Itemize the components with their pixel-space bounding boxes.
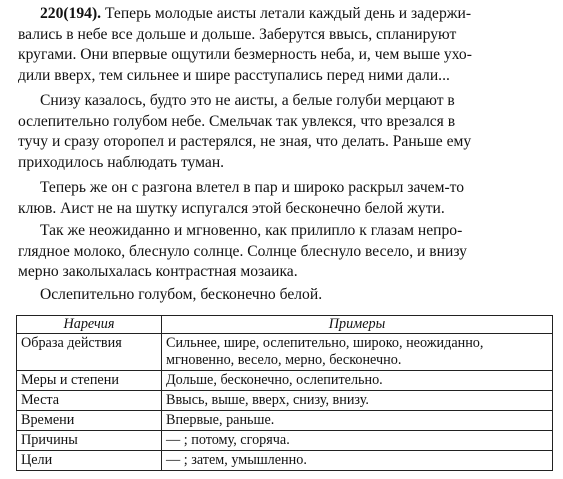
- table-row: [17, 371, 553, 391]
- text-line: кругами. Они впервые ощутили безмерность неба, и, чем выше ухо-: [18, 46, 472, 64]
- table-header-row: [17, 316, 553, 334]
- text-line: Так же неожиданно и мгновенно, как прилипло к глазам непро-: [40, 222, 463, 239]
- category-cell: Места: [17, 391, 162, 411]
- text-line: ослепительно голубом небе. Смельчак так увлекся, что врезался в: [18, 112, 456, 130]
- text-line: [18, 4, 548, 25]
- text-line-content: Теперь молодые аисты летали каждый день и задержи-: [104, 5, 472, 22]
- category-cell: Меры и степени: [17, 371, 162, 391]
- table-row: [17, 334, 553, 371]
- adverbs-table: [16, 315, 553, 471]
- text-line: вались в небе все дольше и дольше. Заберутся ввысь, спланируют: [18, 25, 457, 43]
- paragraph-4: [18, 221, 548, 283]
- table-row: [17, 391, 553, 411]
- text-line: глядное молоко, блеснуло солнце. Солнце блеснуло весело, и внизу: [18, 242, 467, 260]
- examples-cell: [162, 334, 553, 371]
- paragraph-5: [18, 285, 548, 306]
- text-line: Ослепительно голубом, бесконечно белой.: [40, 286, 323, 303]
- text-line: Снизу казалось, будто это не аисты, а белые голуби мерцают в: [40, 92, 455, 109]
- category-cell: Цели: [17, 451, 162, 471]
- text-line: клюв. Аист не на шутку испугался этой бесконечно белой жути.: [18, 199, 445, 217]
- category-cell: Причины: [17, 431, 162, 451]
- column-header-examples: Примеры: [162, 316, 553, 334]
- column-header-adverbs: Наречия: [17, 316, 162, 334]
- examples-line: мгновенно, весело, мерно, бесконечно.: [166, 352, 402, 368]
- paragraph-2: [18, 91, 548, 173]
- paragraph-1: [18, 4, 548, 86]
- table-row: [17, 451, 553, 471]
- text-line: дили вверх, тем сильнее и шире расступались перед ними дали...: [18, 66, 450, 84]
- examples-cell: — ; затем, умышленно.: [162, 451, 553, 471]
- text-line: приходилось наблюдать туман.: [18, 153, 225, 171]
- examples-cell: Дольше, бесконечно, ослепительно.: [162, 371, 553, 391]
- text-line: тучу и сразу оторопел и растерялся, не зная, что делать. Раньше ему: [18, 133, 472, 151]
- text-line: мерно заколыхалась контрастная мозаика.: [18, 263, 298, 281]
- examples-cell: Ввысь, выше, вверх, снизу, внизу.: [162, 391, 553, 411]
- paragraph-3: [18, 178, 548, 219]
- category-cell: Времени: [17, 411, 162, 431]
- category-cell: Образа действия: [17, 334, 162, 371]
- examples-cell: — ; потому, сгоряча.: [162, 431, 553, 451]
- examples-cell: Впервые, раньше.: [162, 411, 553, 431]
- exercise-number: 220(194).: [40, 5, 102, 22]
- table-row: [17, 431, 553, 451]
- table-row: [17, 411, 553, 431]
- examples-line: Сильнее, шире, ослепительно, широко, неожиданно,: [166, 335, 484, 351]
- text-line: Теперь же он с разгона влетел в пар и широко раскрыл зачем-то: [40, 179, 465, 196]
